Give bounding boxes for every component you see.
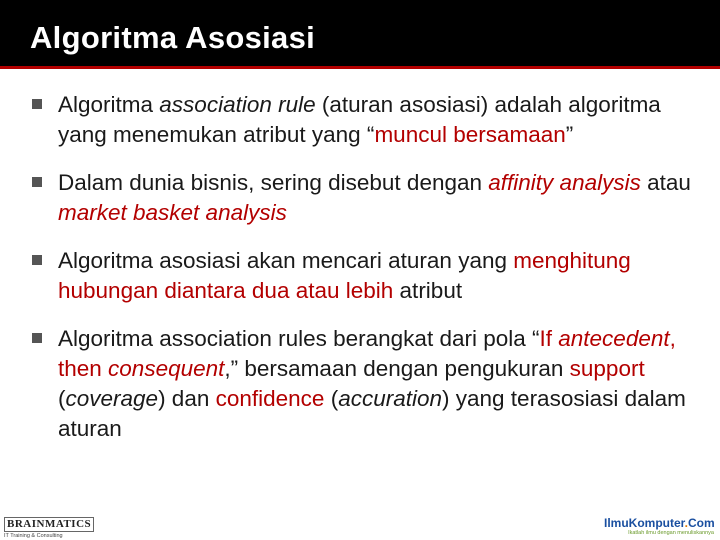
bullet-text-segment: menghitung hubungan diantara dua atau lebih [58, 248, 631, 303]
bullet-text-segment: association rule [159, 92, 316, 117]
square-bullet-icon [32, 99, 42, 109]
bullet-list [32, 90, 692, 462]
bullet-text-segment: atribut [393, 278, 463, 303]
bullet-text-segment: consequent [108, 356, 225, 381]
bullet-text-segment: confidence [215, 386, 325, 411]
bullet-item [32, 90, 692, 150]
bullet-text-segment: (aturan asosiasi) adalah algoritma yang menemukan atribut yang “ [58, 92, 661, 147]
slide-title: Algoritma Asosiasi [30, 20, 316, 55]
brainmatics-logo-text: BRAINMATICS [4, 517, 94, 532]
bullet-text-segment: ( [58, 386, 66, 411]
bullet-item [32, 324, 692, 444]
ilmukomputer-logo-subtext: Ikatlah ilmu dengan menuliskannya [628, 530, 714, 536]
bullet-text-segment: Dalam dunia bisnis, sering disebut dengan [58, 170, 489, 195]
bullet-text-segment: atau [640, 170, 691, 195]
bullet-item [32, 246, 692, 306]
bullet-text-segment: muncul bersamaan [374, 122, 566, 147]
bullet-text-segment: affinity analysis [488, 170, 641, 195]
brainmatics-logo-subtext: IT Training & Consulting [4, 533, 63, 539]
bullet-item [32, 168, 692, 228]
bullet-text-segment: , then [58, 326, 676, 381]
bullet-text-segment: If [539, 326, 559, 351]
ilmukomputer-logo-text: IlmuKomputer.Com [604, 516, 715, 530]
bullet-text-segment: ,” bersamaan dengan pengukuran [224, 356, 570, 381]
square-bullet-icon [32, 333, 42, 343]
bullet-text-segment: ) yang terasosiasi dalam aturan [58, 386, 686, 441]
bullet-text-segment: Algoritma association rules berangkat dari pola “ [58, 326, 540, 351]
bullet-text-segment: coverage [65, 386, 159, 411]
bullet-text-segment: ) dan [158, 386, 216, 411]
bullet-text-segment: accuration [338, 386, 443, 411]
bullet-text-segment: market basket analysis [58, 200, 287, 225]
brainmatics-logo [4, 514, 92, 539]
square-bullet-icon [32, 255, 42, 265]
bullet-text-segment: ” [565, 122, 574, 147]
ilmukomputer-logo [604, 516, 714, 537]
bullet-text-segment: ( [324, 386, 339, 411]
bullet-text-segment: Algoritma [58, 92, 160, 117]
square-bullet-icon [32, 177, 42, 187]
bullet-text-segment: Algoritma asosiasi akan mencari aturan yang [58, 248, 514, 273]
bullet-text-segment: support [569, 356, 645, 381]
bullet-text-segment: antecedent [558, 326, 670, 351]
title-bar [0, 0, 720, 69]
